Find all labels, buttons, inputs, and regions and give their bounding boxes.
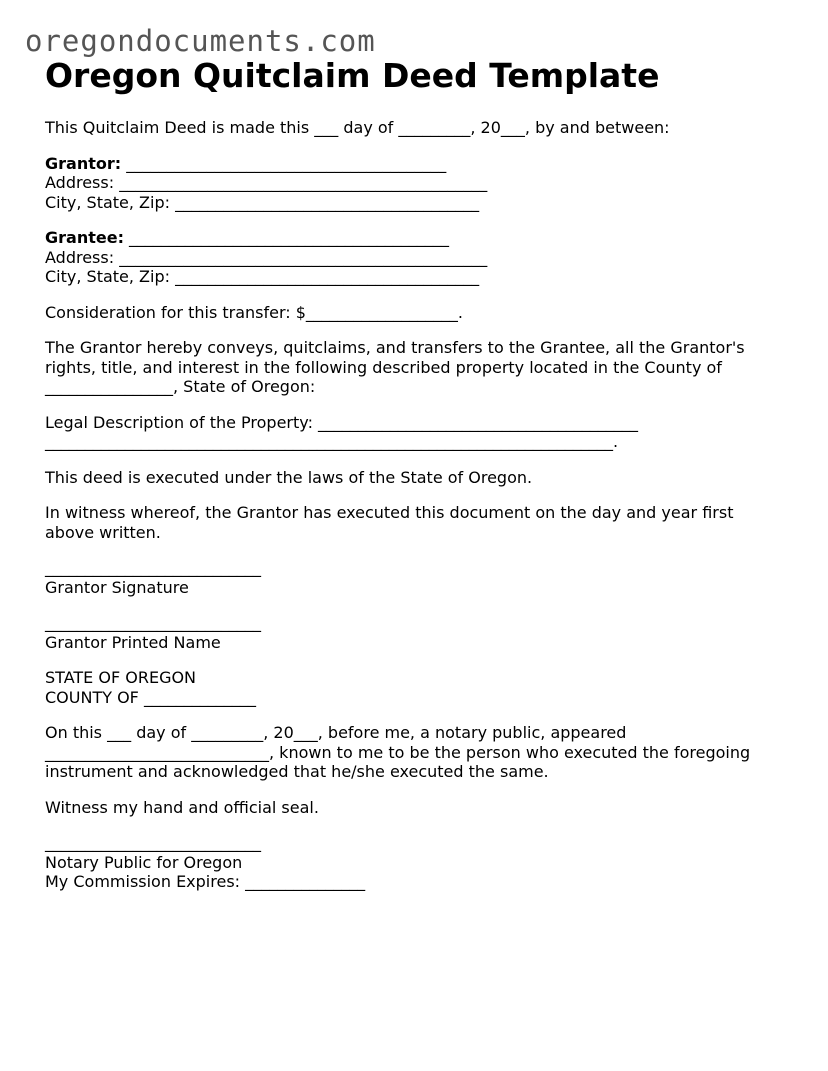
grantee-name-blank: ________________________________________ [123,228,450,247]
conveys-line-1: The Grantor hereby conveys, quitclaims, and transfers to the Grantee, all the Grantor's [45,338,745,357]
notary-line-2: ____________________________, known to me to be the person who executed the foregoing [45,742,751,762]
conveys-line-2: rights, title, and interest in the following described property located in the County of [45,357,722,377]
county-text: COUNTY OF ______________ [45,687,256,707]
deed-body [45,118,805,908]
legal-description-paragraph [45,413,805,452]
grantor-block [45,154,805,213]
witness-paragraph [45,503,805,542]
grantor-signature-label: Grantor Signature [45,577,189,597]
notary-line-1: On this ___ day of _________, 20___, before me, a notary public, appeared [45,723,627,742]
conveys-line-3: ________________, State of Oregon: [45,377,316,396]
notary-signature-line: ___________________________ [45,833,261,852]
state-county-block [45,668,805,707]
witness-seal-text: Witness my hand and official seal. [45,797,319,817]
grantee-block [45,228,805,287]
notary-paragraph [45,723,805,782]
intro-paragraph [45,118,805,138]
grantor-signature-block [45,558,805,597]
page-title: Oregon Quitclaim Deed Template [45,56,660,95]
grantee-address: Address: ______________________________________________ [45,247,488,267]
grantor-printed-line: ___________________________ [45,613,261,632]
witness-line-2: above written. [45,522,161,542]
notary-commission: My Commission Expires: _______________ [45,872,366,891]
notary-line-3: instrument and acknowledged that he/she executed the same. [45,762,549,781]
grantee-name-line [45,228,805,248]
grantor-label: Grantor: [45,153,122,173]
grantor-signature-line: ___________________________ [45,558,261,577]
witness-seal-paragraph [45,798,805,818]
grantor-name-blank: ________________________________________ [121,153,447,173]
legal-line-2: _______________________________________________________________________. [45,432,619,451]
consideration-paragraph [45,303,805,323]
witness-line-1: In witness whereof, the Grantor has executed this document on the day and year first [45,503,734,522]
consideration-text: Consideration for this transfer: $___________________. [45,302,464,322]
watermark: oregondocuments.com [25,24,376,58]
executed-law-paragraph [45,468,805,488]
notary-signature-block [45,833,805,892]
notary-signature-label: Notary Public for Oregon [45,852,243,872]
grantee-city: City, State, Zip: ______________________________________ [45,267,480,286]
grantee-label: Grantee: [45,228,124,247]
grantor-printed-block [45,613,805,652]
conveyance-paragraph [45,338,805,397]
legal-line-1: Legal Description of the Property: ________________________________________ [45,412,639,432]
grantor-city: City, State, Zip: ______________________________________ [45,192,480,212]
state-text: STATE OF OREGON [45,668,197,687]
executed-law-text: This deed is executed under the laws of the State of Oregon. [45,467,533,487]
grantor-printed-label: Grantor Printed Name [45,632,221,652]
intro-text: This Quitclaim Deed is made this ___ day of _________, 20___, by and between: [45,118,670,137]
grantor-name-line [45,154,805,174]
grantor-address: Address: ______________________________________________ [45,173,488,192]
